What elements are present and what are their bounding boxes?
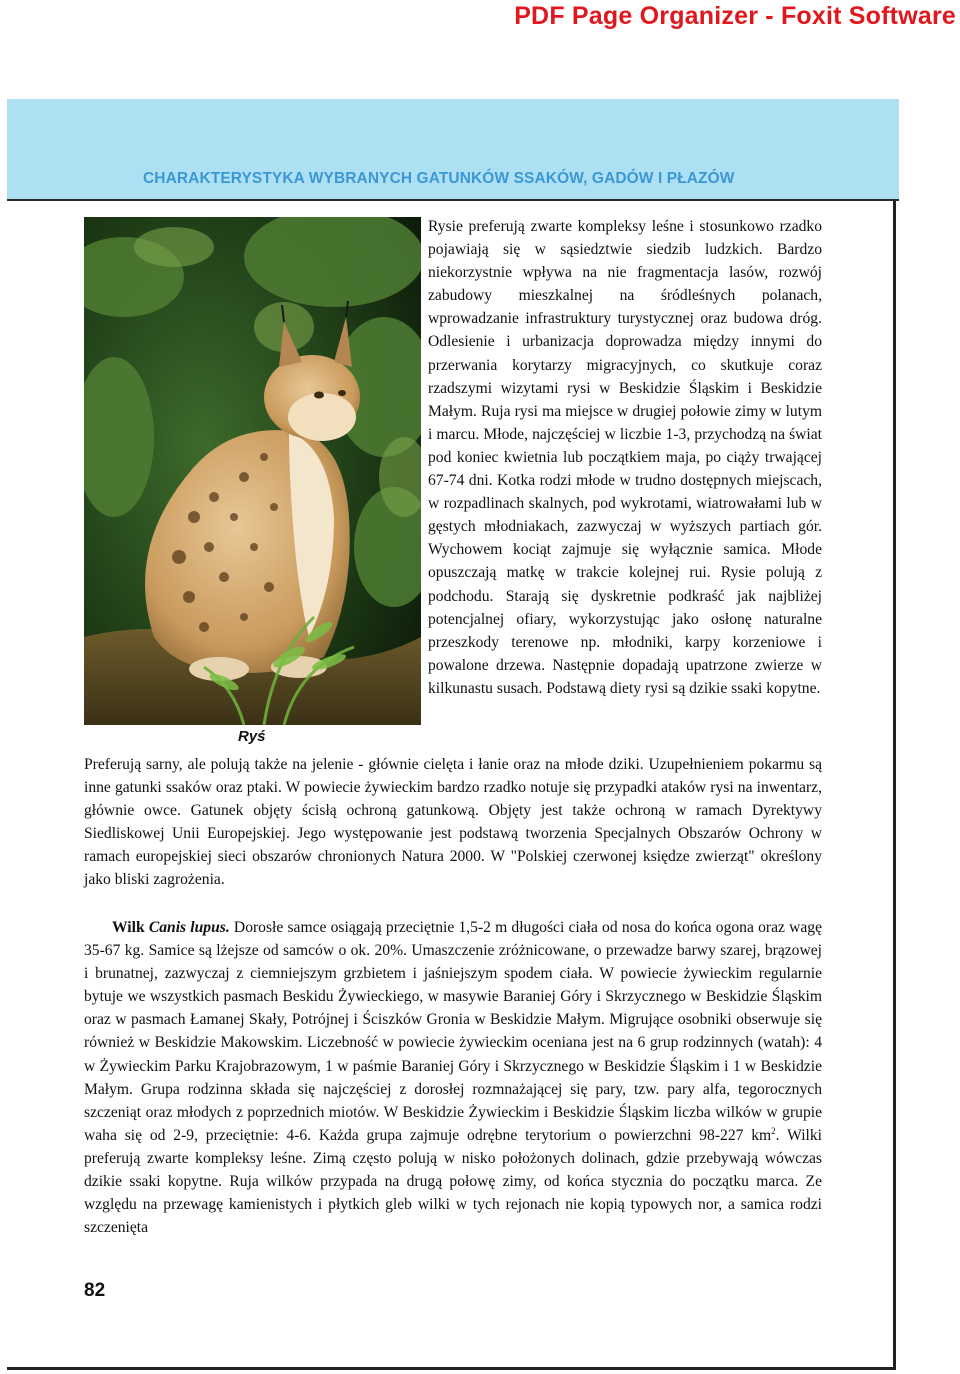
wolf-text-b: . Wilki preferują zwarte kompleksy leśne. Zimą często polują w nisko położonych dolinach, gdzie przebywają wówczas dzikie ssaki kopytne. Ruja wilków przypada na drugą połowę zimy, od końca stycznia do początku marca. Ze względu na przewagę kamienistych i płytkich gleb wilki w tych rejonach nie kopią typowych nor, a samica rodzi szczenięta — [84, 1126, 823, 1237]
lynx-illustration — [84, 217, 421, 725]
watermark-text: PDF Page Organizer - Foxit Software — [514, 2, 956, 30]
lynx-paragraph-right: Rysie preferują zwarte kompleksy leśne i stosunkowo rzadko pojawiają się w sąsiedztwie siedzib ludzkich. Bardzo niekorzystnie wpływa na nie fragmentacja lasów, rozwój zabudowy mieszkalnej na śródleśnych polanach, wprowadzanie infrastruktury turystycznej oraz budowa dróg. Odlesienie i urbanizacja doprowadza między innymi do przerwania korytarzy migracyjnych, co skutkuje coraz rzadszymi wizytami rysi w Beskidzie Śląskim i Beskidzie Małym. Ruja rysi ma miejsce w drugiej połowie zimy w lutym i marcu. Młode, najczęściej w liczbie 1-3, przychodzą na świat pod koniec kwietnia lub początkiem maja, po ciąży trwającej 67-74 dni. Kotka rodzi młode w trudno dostępnych miejscach, w rozpadlinach skalnych, pod wykrotami, wiatrowałami lub w gęstych młodniakach, zazwyczaj w wyższych partiach gór. Wychowem kociąt zajmuje się wyłącznie samica. Młode opuszczają matkę w trakcie kolejnej rui. Rysie polują z podchodu. Starają się dyskretnie podkraść jak najbliżej potencjalnej ofiary, wykorzystując jako osłonę naturalne przeszkody terenowe np. młodniki, karpy korzeniowe i powalone drzewa. Następnie dopadają upatrzone zwierze w kilkunastu susach. Podstawą diety rysi są dzikie ssaki kopytne. — [428, 218, 822, 697]
wolf-superscript: 2 — [771, 1125, 776, 1136]
wolf-text-a: Dorosłe samce osiągają przeciętnie 1,5-2 m długości ciała od nosa do końca ogona oraz wagę 35-67 kg. Samice są lżejsze od samców o ok. 20%. Umaszczenie zróżnicowane, o przewadze barwy szarej, brązowej i brunatnej, zazwyczaj z ciemniejszym grzbietem i jaśniejszym spodem ciała. W powiecie żywieckim regularnie bytuje we wszystkich pasmach Beskidu Żywieckiego, w masywie Baraniej Góry i Skrzycznego w Beskidzie Śląskim oraz w pasmach Łamanej Skały, Potrójnej i Ściszków Gronia w Beskidzie Małym. Migrujące osobniki obserwuje się również w Beskidzie Makowskim. Liczebność w powiecie żywieckim oceniana jest na 6 grup rodzinnych (watah): 4 w Żywieckim Parku Krajobrazowym, 1 w paśmie Baraniej Góry i Skrzycznego w Beskidzie Śląskim i 1 w Beskidzie Małym. Grupa rodzinna składa się najczęściej z dorosłej rozmnażającej się pary, tzw. pary alfa, tegorocznych szczeniąt oraz młodych z poprzednich miotów. W Beskidzie Żywieckim i Beskidzie Śląskim liczba wilków w grupie waha się od 2-9, przeciętnie: 4-6. Każda grupa zajmuje odrębne terytorium o powierzchni 98-227 km — [84, 919, 822, 1144]
lynx-paragraph-full: Preferują sarny, ale polują także na jelenie - głównie cielęta i łanie oraz na młode dziki. Uzupełnieniem pokarmu są inne gatunki ssaków oraz ptaki. W powiecie żywieckim bardzo rzadko notuje się przypadki ataków rysi na inwentarz, głównie owce. Gatunek objęty ścisłą ochroną gatunkową. Objęty jest także ochroną w ramach Dyrektywy Siedliskowej Unii Europejskiej. Jego występowanie jest podstawą tworzenia Specjalnych Obszarów Ochrony w ramach europejskiej sieci obszarów chronionych Natura 2000. W "Polskiej czerwonej księdze zwierząt" określony jako bliski zagrożenia. — [84, 756, 822, 889]
page-number: 82 — [84, 1280, 106, 1301]
lynx-photo — [84, 217, 421, 725]
wolf-latin-name: Canis lupus. — [148, 919, 230, 936]
wolf-name: Wilk — [112, 919, 145, 936]
chapter-title: CHARAKTERYSTYKA WYBRANYCH GATUNKÓW SSAKÓW, GADÓW I PŁAZÓW — [143, 170, 735, 187]
wolf-paragraph — [84, 916, 822, 1239]
photo-caption: Ryś — [238, 728, 266, 745]
